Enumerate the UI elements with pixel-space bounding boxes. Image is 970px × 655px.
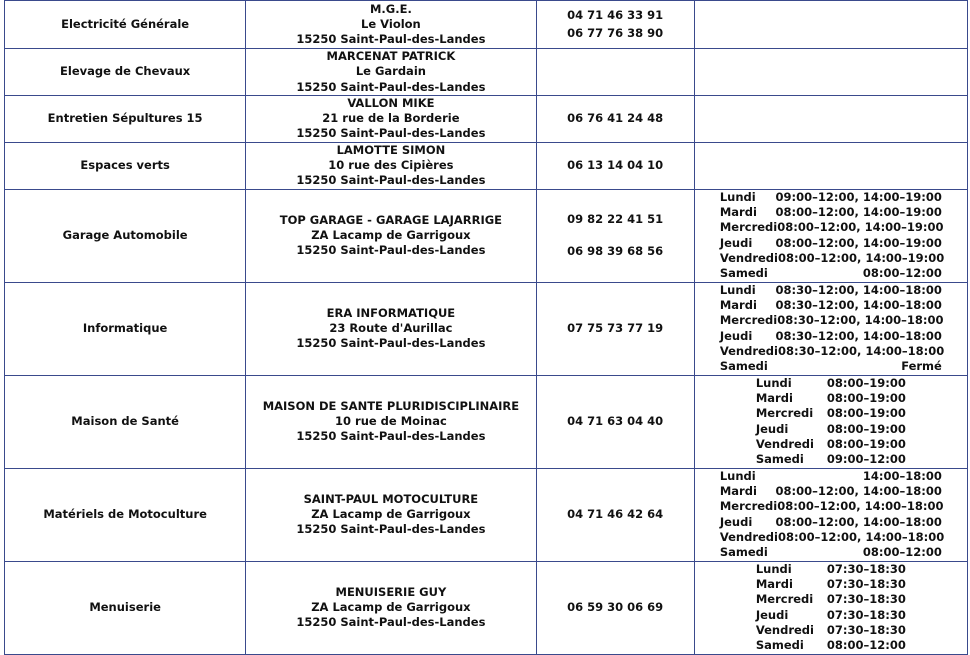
address-line: ZA Lacamp de Garrigoux bbox=[311, 507, 471, 522]
phone-cell bbox=[536, 282, 694, 375]
phone-number: 06 13 14 04 10 bbox=[567, 158, 664, 173]
category-label: Entretien Sépultures 15 bbox=[47, 111, 203, 126]
time-range: 08:00–12:00, 14:00–19:00 bbox=[777, 250, 945, 265]
table-row bbox=[5, 375, 968, 468]
table-row bbox=[5, 282, 968, 375]
hours-row bbox=[720, 499, 942, 514]
business-name: MARCENAT PATRICK bbox=[326, 49, 456, 63]
address-line: ZA Lacamp de Garrigoux bbox=[311, 228, 471, 243]
time-range: Fermé bbox=[901, 359, 942, 374]
phone-cell bbox=[536, 95, 694, 142]
time-range: 08:00–12:00 bbox=[862, 545, 942, 560]
hours-row bbox=[719, 343, 945, 359]
day-label: Samedi bbox=[719, 545, 768, 560]
phone-number: 06 77 76 38 90 bbox=[567, 26, 664, 40]
hours-row bbox=[756, 623, 906, 638]
time-range: 08:00–12:00 bbox=[862, 266, 942, 281]
hours-row bbox=[756, 391, 906, 406]
category-label: Matériels de Motoculture bbox=[43, 507, 207, 522]
category-cell bbox=[5, 142, 246, 189]
time-range: 08:00–12:00, 14:00–19:00 bbox=[777, 220, 944, 235]
hours-row bbox=[720, 283, 942, 298]
category-cell bbox=[5, 189, 246, 282]
hours-cell bbox=[694, 95, 967, 142]
business-cell bbox=[246, 189, 536, 282]
day-label: Lundi bbox=[719, 282, 756, 297]
day-label: Vendredi bbox=[755, 436, 814, 451]
business-name: M.G.E. bbox=[369, 1, 412, 16]
business-cell bbox=[246, 561, 536, 654]
phone-cell bbox=[536, 1, 694, 49]
phone-cell bbox=[536, 375, 694, 468]
phone-cell bbox=[536, 468, 694, 561]
hours-cell bbox=[694, 142, 967, 189]
day-label: Mardi bbox=[755, 577, 793, 592]
table-row bbox=[5, 468, 968, 561]
hours-row bbox=[756, 592, 906, 607]
opening-hours bbox=[756, 376, 906, 468]
phone-number: 04 71 46 42 64 bbox=[567, 507, 664, 522]
category-label: Informatique bbox=[82, 321, 168, 336]
phone-cell bbox=[536, 49, 694, 96]
time-range: 07:30–18:30 bbox=[826, 607, 906, 622]
category-cell bbox=[5, 561, 246, 654]
table-row bbox=[5, 561, 968, 654]
time-range: 08:00–19:00 bbox=[826, 391, 906, 406]
category-label: Elevage de Chevaux bbox=[60, 64, 191, 79]
day-label: Vendredi bbox=[719, 250, 778, 265]
time-range: 08:00–19:00 bbox=[826, 436, 906, 451]
hours-row bbox=[720, 484, 942, 499]
address-line: 15250 Saint-Paul-des-Landes bbox=[296, 32, 486, 47]
table-row bbox=[5, 95, 968, 142]
category-label: Espaces verts bbox=[80, 158, 170, 173]
hours-row bbox=[720, 359, 942, 374]
business-name: MENUISERIE GUY bbox=[335, 584, 447, 599]
hours-row bbox=[756, 638, 906, 653]
category-label: Maison de Santé bbox=[71, 414, 179, 429]
hours-row bbox=[719, 250, 945, 266]
hours-row bbox=[720, 469, 942, 484]
hours-row bbox=[756, 437, 906, 452]
hours-cell bbox=[694, 468, 967, 561]
address-line: Le Gardain bbox=[355, 64, 426, 79]
hours-row bbox=[720, 298, 942, 313]
category-label: Menuiserie bbox=[89, 600, 161, 615]
hours-cell bbox=[694, 375, 967, 468]
hours-cell bbox=[694, 282, 967, 375]
day-label: Jeudi bbox=[719, 514, 753, 529]
time-range: 09:00–12:00, 14:00–19:00 bbox=[775, 189, 942, 204]
business-name: ERA INFORMATIQUE bbox=[326, 305, 456, 320]
time-range: 07:30–18:30 bbox=[826, 561, 906, 576]
day-label: Jeudi bbox=[719, 235, 753, 250]
time-range: 08:00–12:00 bbox=[826, 638, 906, 653]
business-cell bbox=[246, 375, 536, 468]
hours-row bbox=[720, 236, 942, 251]
category-cell bbox=[5, 375, 246, 468]
day-label: Samedi bbox=[755, 452, 804, 467]
table-row bbox=[5, 189, 968, 282]
time-range: 08:00–12:00, 14:00–19:00 bbox=[775, 205, 942, 220]
hours-row bbox=[720, 220, 942, 235]
time-range: 07:30–18:30 bbox=[826, 592, 906, 607]
business-cell bbox=[246, 1, 536, 49]
phone-number: 04 71 63 04 40 bbox=[567, 414, 664, 429]
address-line: Le Violon bbox=[361, 16, 421, 31]
hours-row bbox=[720, 545, 942, 560]
address-line: 15250 Saint-Paul-des-Landes bbox=[296, 429, 486, 444]
hours-row bbox=[756, 608, 906, 623]
phone-number: 09 82 22 41 51 bbox=[567, 212, 664, 227]
time-range: 08:00–12:00, 14:00–19:00 bbox=[775, 235, 942, 250]
time-range: 07:30–18:30 bbox=[826, 577, 906, 592]
category-cell bbox=[5, 49, 246, 96]
hours-row bbox=[756, 406, 906, 421]
hours-row bbox=[756, 562, 906, 577]
business-name: LAMOTTE SIMON bbox=[336, 142, 446, 157]
phone-cell bbox=[536, 142, 694, 189]
address-line: 15250 Saint-Paul-des-Landes bbox=[296, 79, 486, 94]
hours-row bbox=[720, 313, 942, 328]
address-line: 10 rue de Moinac bbox=[335, 414, 447, 429]
day-label: Mercredi bbox=[719, 220, 778, 235]
hours-row bbox=[720, 205, 942, 220]
opening-hours bbox=[756, 562, 906, 654]
address-line: 15250 Saint-Paul-des-Landes bbox=[296, 522, 486, 537]
category-cell bbox=[5, 282, 246, 375]
day-label: Lundi bbox=[719, 468, 756, 483]
time-range: 08:00–12:00, 14:00–18:00 bbox=[775, 484, 942, 499]
hours-cell bbox=[694, 189, 967, 282]
day-label: Vendredi bbox=[719, 529, 778, 544]
category-cell bbox=[5, 95, 246, 142]
time-range: 08:00–19:00 bbox=[826, 375, 906, 390]
address-line: 15250 Saint-Paul-des-Landes bbox=[296, 126, 486, 141]
time-range: 09:00–12:00 bbox=[826, 452, 906, 467]
day-label: Jeudi bbox=[719, 328, 753, 343]
business-cell bbox=[246, 95, 536, 142]
day-label: Mercredi bbox=[719, 499, 778, 514]
hours-row bbox=[720, 266, 942, 281]
hours-row bbox=[719, 529, 945, 545]
hours-cell bbox=[694, 49, 967, 96]
address-line: 23 Route d'Aurillac bbox=[329, 321, 453, 336]
business-name: MAISON DE SANTE PLURIDISCIPLINAIRE bbox=[262, 398, 520, 413]
time-range: 08:00–19:00 bbox=[826, 406, 906, 421]
hours-row bbox=[756, 452, 906, 467]
time-range: 08:00–12:00, 14:00–18:00 bbox=[777, 529, 945, 544]
hours-row bbox=[756, 577, 906, 592]
time-range: 08:00–12:00, 14:00–18:00 bbox=[775, 514, 942, 529]
address-line: 15250 Saint-Paul-des-Landes bbox=[296, 173, 486, 188]
day-label: Mardi bbox=[719, 205, 757, 220]
time-range: 08:00–19:00 bbox=[826, 421, 906, 436]
category-cell bbox=[5, 468, 246, 561]
phone-number: 06 76 41 24 48 bbox=[567, 111, 664, 126]
time-range: 08:30–12:00, 14:00–18:00 bbox=[775, 282, 942, 297]
day-label: Mardi bbox=[755, 391, 793, 406]
business-name: VALLON MIKE bbox=[347, 95, 435, 110]
business-name: TOP GARAGE - GARAGE LAJARRIGE bbox=[279, 212, 503, 227]
time-range: 07:30–18:30 bbox=[826, 622, 906, 637]
day-label: Mercredi bbox=[755, 592, 814, 607]
category-label: Garage Automobile bbox=[62, 228, 188, 243]
opening-hours bbox=[719, 282, 945, 375]
address-line: 15250 Saint-Paul-des-Landes bbox=[296, 243, 486, 258]
business-cell bbox=[246, 142, 536, 189]
address-line: 21 rue de la Borderie bbox=[322, 111, 460, 126]
day-label: Mercredi bbox=[719, 313, 778, 328]
address-line: 10 rue des Cipières bbox=[328, 158, 454, 173]
day-label: Vendredi bbox=[719, 343, 778, 358]
business-cell bbox=[246, 282, 536, 375]
category-cell bbox=[5, 1, 246, 49]
day-label: Mercredi bbox=[755, 406, 814, 421]
hours-cell bbox=[694, 1, 967, 49]
table-row bbox=[5, 1, 968, 49]
time-range: 08:00–12:00, 14:00–18:00 bbox=[777, 499, 944, 514]
address-line: 15250 Saint-Paul-des-Landes bbox=[296, 336, 486, 351]
time-range: 08:30–12:00, 14:00–18:00 bbox=[775, 298, 942, 313]
day-label: Samedi bbox=[719, 359, 768, 374]
hours-cell bbox=[694, 561, 967, 654]
day-label: Mardi bbox=[719, 484, 757, 499]
time-range: 08:30–12:00, 14:00–18:00 bbox=[777, 343, 945, 358]
business-directory-table bbox=[4, 0, 968, 655]
phone-number: 06 98 39 68 56 bbox=[567, 243, 664, 258]
phone-number: 07 75 73 77 19 bbox=[567, 321, 664, 336]
phone-number: 06 59 30 06 69 bbox=[567, 600, 664, 615]
category-label: Electricité Générale bbox=[61, 16, 190, 31]
day-label: Lundi bbox=[755, 561, 792, 576]
address-line: ZA Lacamp de Garrigoux bbox=[311, 600, 471, 615]
address-line: 15250 Saint-Paul-des-Landes bbox=[296, 615, 486, 630]
phone-number: 04 71 46 33 91 bbox=[567, 7, 664, 22]
opening-hours bbox=[719, 468, 945, 561]
day-label: Lundi bbox=[719, 189, 756, 204]
day-label: Mardi bbox=[719, 298, 757, 313]
phone-cell bbox=[536, 189, 694, 282]
business-cell bbox=[246, 468, 536, 561]
table-row bbox=[5, 142, 968, 189]
table-row bbox=[5, 49, 968, 96]
hours-row bbox=[756, 422, 906, 437]
time-range: 08:30–12:00, 14:00–18:00 bbox=[775, 328, 942, 343]
business-name: SAINT-PAUL MOTOCULTURE bbox=[303, 491, 479, 506]
time-range: 14:00–18:00 bbox=[862, 468, 942, 483]
day-label: Jeudi bbox=[755, 607, 789, 622]
day-label: Jeudi bbox=[755, 421, 789, 436]
hours-row bbox=[756, 376, 906, 391]
time-range: 08:30–12:00, 14:00–18:00 bbox=[777, 313, 944, 328]
day-label: Vendredi bbox=[755, 622, 814, 637]
hours-row bbox=[720, 190, 942, 205]
day-label: Samedi bbox=[755, 638, 804, 653]
hours-row bbox=[720, 515, 942, 530]
hours-row bbox=[720, 329, 942, 344]
day-label: Lundi bbox=[755, 375, 792, 390]
phone-cell bbox=[536, 561, 694, 654]
opening-hours bbox=[719, 189, 945, 282]
day-label: Samedi bbox=[719, 266, 768, 281]
business-cell bbox=[246, 49, 536, 96]
